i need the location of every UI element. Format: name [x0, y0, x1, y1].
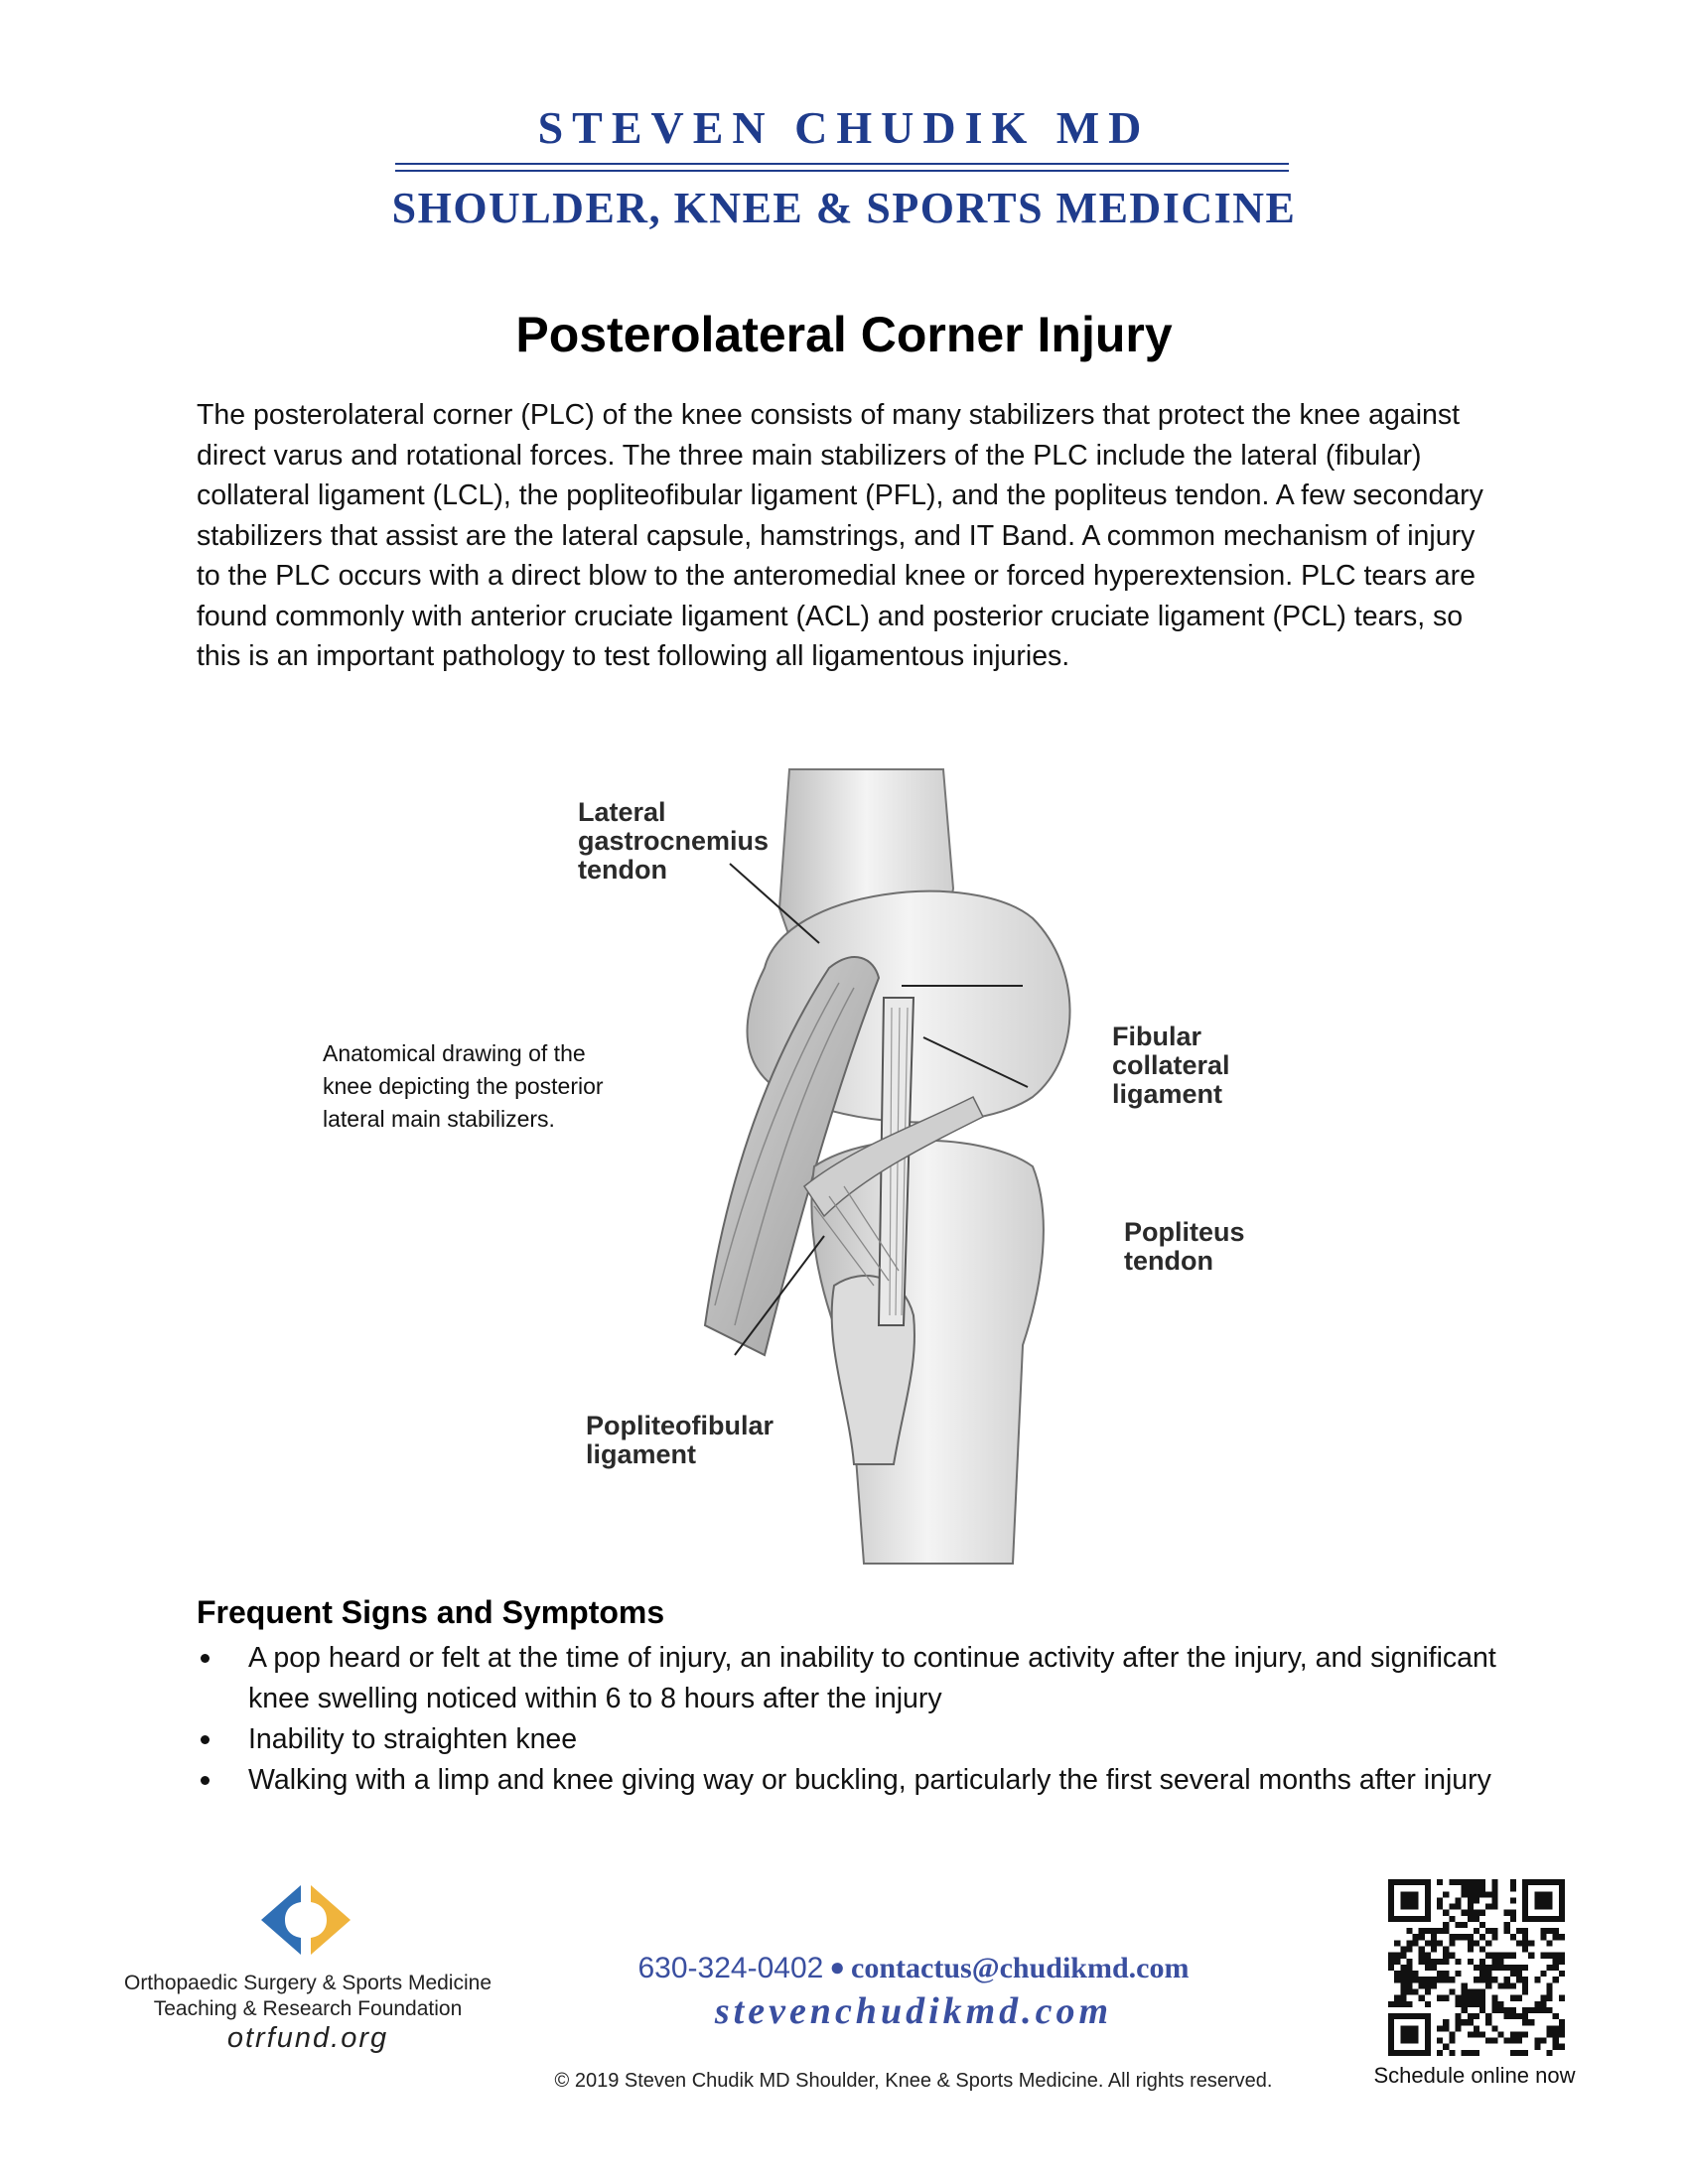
- brand-tagline: SHOULDER, KNEE & SPORTS MEDICINE: [391, 184, 1297, 232]
- foundation-name-line-2: Teaching & Research Foundation: [153, 1997, 463, 2020]
- foundation-url[interactable]: otrfund.org: [226, 2022, 389, 2054]
- symptoms-list: [197, 1638, 1507, 1801]
- phone-number[interactable]: 630-324-0402: [637, 1952, 824, 1984]
- symptoms-heading: Frequent Signs and Symptoms: [197, 1594, 665, 1630]
- list-item: Inability to straighten knee: [197, 1719, 1507, 1760]
- list-item: Walking with a limp and knee giving way or buckling, particularly the first several months after injury: [197, 1760, 1507, 1801]
- foundation-name-line-1: Orthopaedic Surgery & Sports Medicine: [123, 1972, 492, 1994]
- knee-anatomy-illustration: [578, 769, 1251, 1564]
- contact-line: [556, 1952, 1271, 1985]
- website-url[interactable]: stevenchudikmd.com: [714, 1990, 1113, 2032]
- schedule-online-text: Schedule online now: [1373, 2063, 1576, 2088]
- brand-name: STEVEN CHUDIK MD: [537, 102, 1151, 153]
- intro-paragraph: The posterolateral corner (PLC) of the knee consists of many stabilizers that protect the knee against direct varus and rotational forces. The three main stabilizers of the PLC include the lateral (fibular) collateral ligament (LCL), the popliteofibular ligament (PFL), and the popliteus tendon. A few secondary stabilizers that assist are the lateral capsule, hamstrings, and IT Band. A common mechanism of injury to the PLC occurs with a direct blow to the anteromedial knee or forced hyperextension. PLC tears are found commonly with anterior cruciate ligament (ACL) and posterior cruciate ligament (PCL) tears, so this is an important pathology to test following all ligamentous injuries.: [197, 399, 1483, 672]
- label-lateral-gastrocnemius-tendon: Lateral gastrocnemius tendon: [578, 797, 770, 885]
- bullet-separator-icon: ●: [829, 1952, 846, 1981]
- label-popliteofibular-ligament: Popliteofibular ligament: [586, 1411, 774, 1469]
- diamond-logo-icon: [251, 1880, 360, 1960]
- figure-caption: Anatomical drawing of the knee depicting the posterior lateral main stabilizers.: [323, 1040, 604, 1132]
- qr-code-icon[interactable]: [1388, 1879, 1565, 2056]
- copyright-notice: © 2019 Steven Chudik MD Shoulder, Knee & Sports Medicine. All rights reserved.: [554, 2070, 1273, 2092]
- knee-drawing: [705, 769, 1070, 1564]
- contact-email[interactable]: contactus@chudikmd.com: [851, 1952, 1190, 1984]
- foundation-name: [99, 1971, 516, 2022]
- page-title: Posterolateral Corner Injury: [515, 307, 1173, 362]
- label-popliteus-tendon: Popliteus tendon: [1124, 1217, 1245, 1276]
- label-fibular-collateral-ligament: Fibular collateral ligament: [1112, 1022, 1230, 1109]
- list-item: A pop heard or felt at the time of injury, an inability to continue activity after the injury, and significant knee swelling noticed within 6 to 8 hours after the injury: [197, 1638, 1507, 1719]
- header-divider: [395, 163, 1289, 172]
